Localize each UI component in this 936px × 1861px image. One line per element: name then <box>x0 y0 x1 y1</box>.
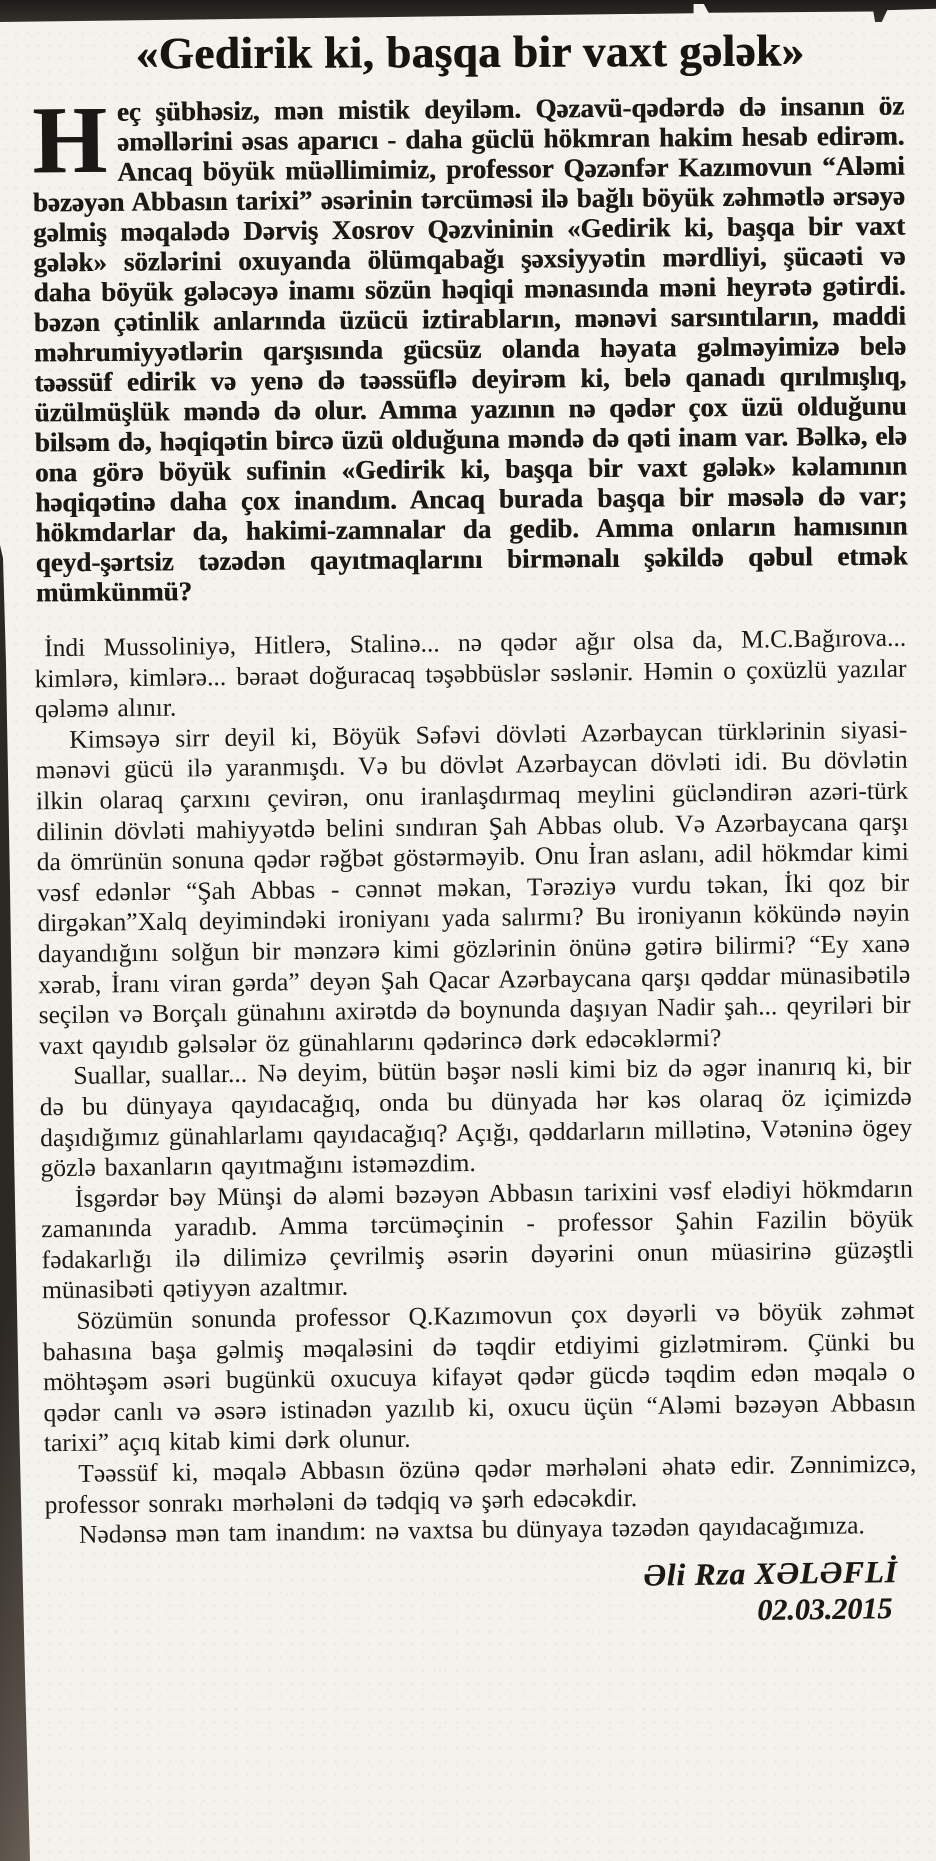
body-paragraph: İndi Mussoliniyə, Hitlerə, Stalinə... nə qədər ağır olsa da, M.C.Bağırova... kimlərə, kimlərə... bəraət doğuracaq təşəbbüslər səslənir. Həmin o çoxüzlü yazılar qələmə alınır. <box>34 622 907 724</box>
body-paragraph: Təəssüf ki, məqalə Abbasın özünə qədər mərhələni əhatə edir. Zənnimizcə, professor sonrakı mərhələni də tədqiq və şərh edəcəkdir. <box>44 1448 917 1519</box>
body-paragraph: Suallar, suallar... Nə deyim, bütün bəşər nəsli kimi biz də əgər inanırıq ki, bir də bu dünyaya qayıdacağıq, onda bu dünyada hər kəs olaraq öz içimizdə daşıdığımız günahlarlamı qayıdacağıq? Açığı, qəddarların millətinə, Vətəninə ögey gözlə baxanların qayıtmağını istəməzdim. <box>39 1050 913 1183</box>
byline-author: Əli Rza XƏLƏFLİ <box>643 1553 898 1593</box>
byline-date: 02.03.2015 <box>756 1591 893 1627</box>
lead-paragraph <box>31 85 908 608</box>
body-paragraph: Nədənsə mən tam inandım: nə vaxtsa bu dünyaya təzədən qayıdacağımıza. <box>78 1510 865 1550</box>
article-title: «Gedirik ki, başqa bir vaxt gələk» <box>135 25 805 79</box>
article <box>0 26 936 1632</box>
drop-cap: H <box>31 85 108 194</box>
article-body <box>34 623 917 1551</box>
lead-paragraph-text: eç şübhəsiz, mən mistik deyiləm. Qəzavü-qədərdə də insanın öz əməllərini əsas aparıcı - daha güclü hökmran hakim hesab edirəm. Ancaq böyük müəllimimiz, professor Qəzənfər Kazımovun “Aləmi bəzəyən Abbasın tarixi” əsərinin tərcüməsi ilə bağlı böyük zəhmətlə ərsəyə gəlmiş məqalədə Dərviş Xosrov Qəzvininin «Gedirik ki, başqa bir vaxt gələk» sözlərini oxuyanda ölümqabağı şəxsiyyətin mərdliyi, şücaəti və daha böyük gələcəyə inamı sözün həqiqi mənasında məni heyrətə gətirdi. bəzən çətinlik anlarında üzücü iztirabların, mənəvi sarsıntıların, maddi məhrumiyyətlərin qarşısında gücsüz olanda həyata gəlməyimizə belə təəssüf edirik və yenə də təəssüflə deyirəm ki, belə qanadı qırılmışlıq, üzülmüşlük məndə də olur. Amma yazının nə qədər çox üzü olduğunu bilsəm də, həqiqətin bircə üzü olduğuna məndə də qəti inam var. Bəlkə, elə ona görə böyük sufinin «Gedirik ki, başqa bir vaxt gələk» kəlamının həqiqətinə daha çox inandım. Ancaq burada başqa bir məsələ də var; hökmdarlar da, hakimi-zamnalar da gedib. Amma onların hamısının qeyd-şərtsiz təzədən qayıtmaqlarını birmənalı şəkildə qəbul etmək mümkünmü? <box>32 90 908 608</box>
body-paragraph: İsgərdər bəy Münşi də aləmi bəzəyən Abbasın tarixini vəsf elədiyi hökmdarın zamanında yaradıb. Amma tərcüməçinin - professor Şahin Fazilin böyük fədakarlığı ilə dilimizə çevrilmiş əsərin dəyərini onun müasirinə güzəştli münasibəti qətiyyən azaltmır. <box>41 1173 914 1305</box>
body-paragraph: Sözümün sonunda professor Q.Kazımovun çox dəyərli və böyük zəhmət bahasına başa gəlmiş məqaləsini də təqdir etdiyimi gizlətmirəm. Çünki bu möhtəşəm əsəri bugünkü oxucuya kifayət qədər gücdə təqdim edən məqalə o qədər canlı və əsərə istinadən yazılıb ki, oxucu üçün “Aləmi bəzəyən Abbasın tarixi” açıq kitab kimi dərk olunur. <box>42 1295 916 1458</box>
scan-crop-band <box>0 0 936 22</box>
body-paragraph: Kimsəyə sirr deyil ki, Böyük Səfəvi dövləti Azərbaycan türklərinin siyasi-mənəvi gücü ilə yaranmışdı. Və bu dövlət Azərbaycan dövləti idi. Bu dövlətin ilkin olaraq çarxını çevirən, onu iranlaşdırmaq meylini gücləndirən azəri-türk dilinin dövləti mahiyyətdə belini sındıran Şah Abbas olub. Və Azərbaycana qarşı da ömrünün sonuna qədər rəğbət göstərməyib. Onu İran aslanı, adil hökmdar kimi vəsf edənlər “Şah Abbas - cənnət məkan, Tərəziyə vurdu təkan, İki qoz bir dirgəkan”Xalq deyimindəki ironiyanı yada salırmı? Bu ironiyanın kökündə nəyin dayandığını solğun bir mənzərə kimi gözlərinin önünə gətirə bilirmi? “Ey xanə xərab, İranı viran gərda” deyən Şah Qacar Azərbaycana qarşı qəddar münasibətilə seçilən və Borçalı günahını axirətdə də boynunda daşıyan Nadir şah... qeyriləri bir vaxt qayıdıb gəlsələr öz günahlarını qədərincə dərk edəcəklərmi? <box>35 714 911 1061</box>
byline <box>34 1554 907 1638</box>
